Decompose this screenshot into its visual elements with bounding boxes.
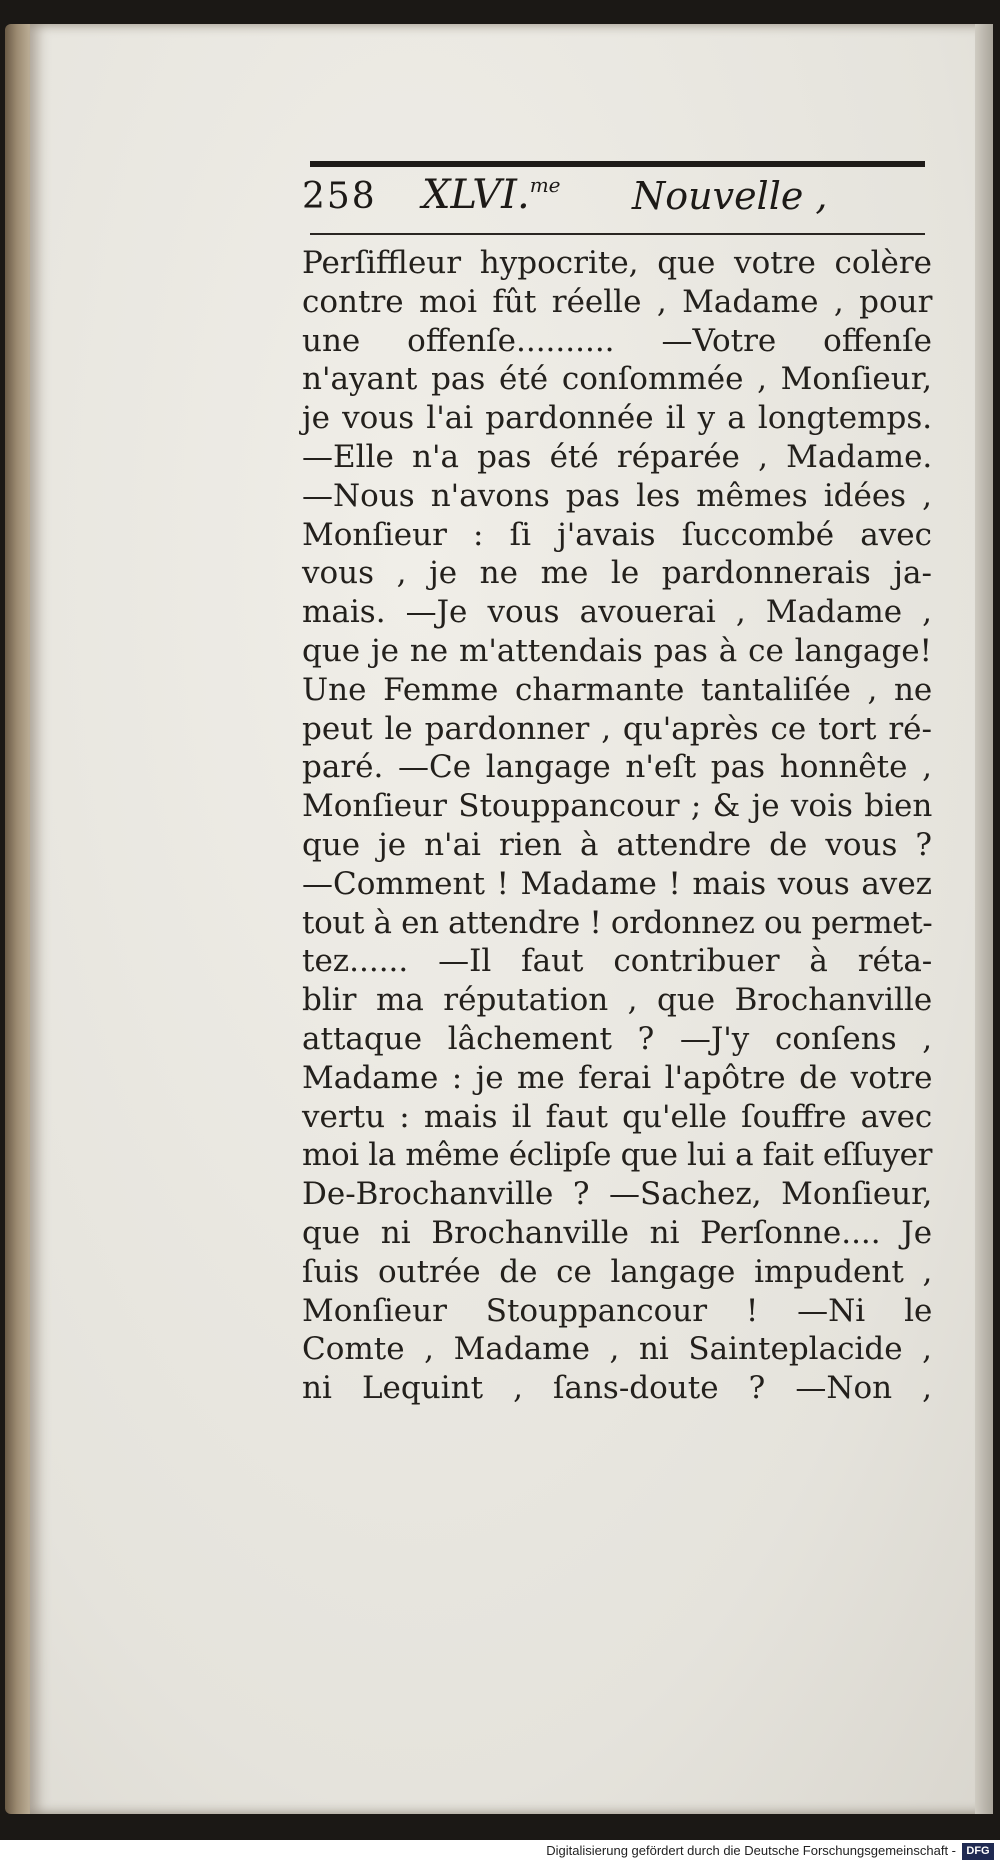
text-line: peut le pardonner , qu'après ce tort ré- bbox=[302, 710, 932, 747]
digitization-footer bbox=[0, 1840, 1000, 1864]
text-line: que ni Brochanville ni Perſonne.... Je bbox=[302, 1214, 933, 1251]
text-line: De-Brochanville ? —Sachez, Monſieur, bbox=[302, 1176, 933, 1213]
text-line: moi la même éclipſe que lui a fait eſſuyer bbox=[302, 1137, 932, 1174]
text-line: tout à en attendre ! ordonnez ou permet- bbox=[302, 904, 933, 941]
body-text bbox=[302, 244, 932, 1408]
text-line: je vous l'ai pardonnée il y a longtemps. bbox=[302, 400, 933, 437]
text-line: contre moi fût réelle , Madame , pour bbox=[302, 283, 933, 320]
text-line: Madame : je me ferai l'apôtre de votre bbox=[302, 1059, 933, 1096]
text-line: Monſieur Stouppancour ! —Ni le bbox=[302, 1292, 933, 1329]
text-line: Perſiffleur hypocrite, que votre colère bbox=[302, 245, 932, 281]
text-line: tez...... —Il faut contribuer à réta- bbox=[302, 943, 933, 980]
text-line: que je ne m'attendais pas à ce langage! bbox=[302, 632, 932, 669]
running-title-word: Nouvelle , bbox=[632, 174, 828, 218]
text-line: Monſieur Stouppancour ; & je vois bien bbox=[302, 788, 933, 825]
text-line: Une Femme charmante tantaliſée , ne bbox=[302, 671, 933, 708]
text-line: —Comment ! Madame ! mais vous avez bbox=[302, 865, 932, 902]
running-header bbox=[302, 172, 942, 230]
dfg-logo-icon: DFG bbox=[962, 1843, 994, 1860]
text-line: vertu : mais il faut qu'elle ſouffre avec bbox=[302, 1098, 933, 1135]
text-line: vous , je ne me le pardonnerais ja- bbox=[302, 555, 932, 592]
text-line: que je n'ai rien à attendre de vous ? bbox=[302, 826, 932, 863]
text-line: attaque lâchement ? —J'y conſens , bbox=[302, 1020, 933, 1057]
text-line: une offenſe.......... —Votre offenſe bbox=[302, 322, 932, 359]
funding-credit: Digitalisierung gefördert durch die Deutsche Forschungsgemeinschaft - bbox=[546, 1843, 956, 1858]
running-title-numeral: XLVI.$^{me}$ bbox=[422, 172, 561, 218]
text-line: blir ma réputation , que Brochanville bbox=[302, 982, 933, 1019]
text-line: Comte , Madame , ni Sainteplacide , bbox=[302, 1331, 932, 1368]
text-line: n'ayant pas été conſommée , Monſieur, bbox=[302, 361, 932, 398]
text-line: Monſieur : ſi j'avais ſuccombé avec bbox=[302, 516, 932, 553]
header-rule-top bbox=[310, 161, 925, 167]
text-line: —Nous n'avons pas les mêmes idées , bbox=[302, 477, 932, 514]
page-number: 258 bbox=[302, 176, 377, 217]
header-rule-bottom bbox=[310, 233, 925, 235]
running-title-superscript: me bbox=[529, 173, 561, 197]
text-line: mais. —Je vous avouerai , Madame , bbox=[302, 594, 932, 631]
text-line: ſuis outrée de ce langage impudent , bbox=[302, 1253, 933, 1290]
page-right-edge bbox=[975, 24, 993, 1814]
text-line: ni Lequint , ſans-doute ? —Non , bbox=[302, 1370, 932, 1407]
text-line: paré. —Ce langage n'eſt pas honnête , bbox=[302, 749, 932, 786]
text-line: —Elle n'a pas été réparée , Madame. bbox=[302, 438, 933, 475]
